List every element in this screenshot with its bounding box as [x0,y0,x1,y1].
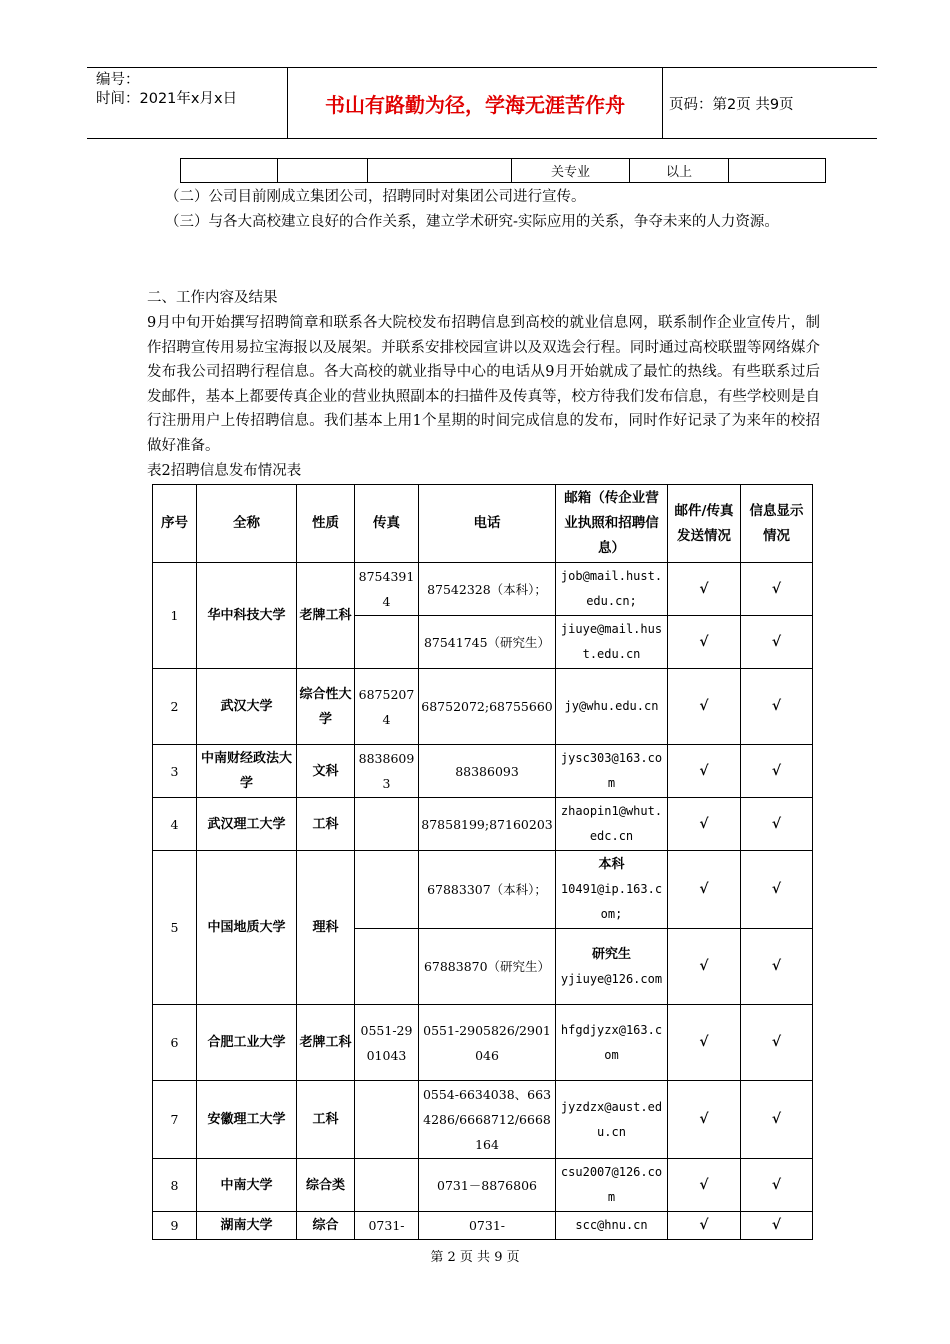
page-footer: 第 2 页 共 9 页 [430,1250,520,1265]
fax [355,798,419,851]
header-cell: 序号 [153,485,197,563]
table-row [153,1159,813,1212]
email: job@mail.hust.edu.cn; [556,563,668,616]
email: jiuye@mail.hust.edu.cn [556,616,668,669]
sent-status: √ [668,1212,741,1240]
school-name: 武汉大学 [197,669,297,745]
school-type: 综合类 [297,1159,355,1212]
table-caption: 表2招聘信息发布情况表 [147,463,302,479]
school-type: 综合性大学 [297,669,355,745]
email-label: 研究生 [591,946,631,962]
phone: 0551-2905826/2901046 [419,1005,556,1081]
row-number: 8 [153,1159,197,1212]
fax [355,1159,419,1212]
school-name: 中南大学 [197,1159,297,1212]
school-name: 中国地质大学 [197,851,297,1005]
table-row [153,669,813,745]
school-name: 合肥工业大学 [197,1005,297,1081]
body-paragraph: 9月中旬开始撰写招聘简章和联系各大院校发布招聘信息到高校的就业信息网，联系制作企业宣传片，制作招聘宣传用易拉宝海报以及展架。并联系安排校园宣讲以及双选会行程。同时通过高校联盟等网络媒介发布我公司招聘行程信息。各大高校的就业指导中心的电话从9月开始就成了最忙的热线。有些联系过后发邮件，基本上都要传真企业的营业执照副本的扫描件及传真等，校方待我们发布信息，有些学校则是自行注册用户上传招聘信息。我们基本上用1个星期的时间完成信息的发布，同时作好记录了为来年的校招做好准备。 [147,315,820,454]
shown-status: √ [741,929,813,1005]
table-row [153,563,813,616]
row-number: 5 [153,851,197,1005]
school-type: 文科 [297,745,355,798]
sent-status: √ [668,745,741,798]
row-number: 4 [153,798,197,851]
school-name: 湖南大学 [197,1212,297,1240]
school-type: 综合 [297,1212,355,1240]
phone: 87541745（研究生） [419,616,556,669]
header-cell: 传真 [355,485,419,563]
email: hfgdjyzx@163.com [556,1005,668,1081]
table-cell [368,159,512,183]
paragraph: （三）与各大高校建立良好的合作关系，建立学术研究-实际应用的关系，争夺未来的人力资源。 [165,214,779,230]
section-title: 二、工作内容及结果 [147,290,278,306]
phone: 67883307（本科）； [419,851,556,929]
table-row [181,159,826,183]
fax: 0731- [355,1212,419,1240]
email: jyzdzx@aust.edu.cn [556,1081,668,1159]
header-cell: 性质 [297,485,355,563]
phone: 0731- [419,1212,556,1240]
phone: 87858199;87160203 [419,798,556,851]
table-cell: 以上 [630,159,729,183]
phone: 67883870（研究生） [419,929,556,1005]
shown-status: √ [741,616,813,669]
previous-table-fragment [180,158,826,183]
header-page-number: 页码：第2页 共9页 [669,96,794,113]
table-cell [278,159,368,183]
header-cell: 邮件/传真发送情况 [668,485,741,563]
email: jysc303@163.com [556,745,668,798]
email: zhaopin1@whut.edc.cn [556,798,668,851]
email: 10491@ip.163.com; [560,882,663,921]
school-name: 华中科技大学 [197,563,297,669]
table-row [153,851,813,929]
fax [355,1081,419,1159]
header-cell: 全称 [197,485,297,563]
row-number: 3 [153,745,197,798]
table-header-row [153,485,813,563]
fax: 88386093 [355,745,419,798]
row-number: 7 [153,1081,197,1159]
email: yjiuye@126.com [560,971,663,986]
header-cell: 电话 [419,485,556,563]
header-left [96,71,286,109]
email-cell [556,929,668,1005]
shown-status: √ [741,563,813,616]
row-number: 2 [153,669,197,745]
email: csu2007@126.com [556,1159,668,1212]
email: jy@whu.edu.cn [556,669,668,745]
table-row [153,1081,813,1159]
sent-status: √ [668,669,741,745]
paragraph: （二）公司目前刚成立集团公司，招聘同时对集团公司进行宣传。 [165,189,586,205]
school-type: 老牌工科 [297,1005,355,1081]
sent-status: √ [668,1081,741,1159]
school-name: 武汉理工大学 [197,798,297,851]
doc-number: 编号： [96,72,140,88]
shown-status: √ [741,669,813,745]
sent-status: √ [668,929,741,1005]
row-number: 1 [153,563,197,669]
phone: 87542328（本科）； [419,563,556,616]
fax [355,929,419,1005]
school-name: 中南财经政法大学 [197,745,297,798]
table-row [153,798,813,851]
sent-status: √ [668,851,741,929]
header-cell: 信息显示情况 [741,485,813,563]
row-number: 6 [153,1005,197,1081]
page-header [87,67,877,139]
table-row [153,1005,813,1081]
phone: 68752072;68755660 [419,669,556,745]
shown-status: √ [741,1005,813,1081]
school-name: 安徽理工大学 [197,1081,297,1159]
sent-status: √ [668,1005,741,1081]
fax [355,616,419,669]
email: scc@hnu.cn [556,1212,668,1240]
sent-status: √ [668,1159,741,1212]
phone: 0554-6634038、6634286/6668712/6668164 [419,1081,556,1159]
table-row [153,1212,813,1240]
table-cell [729,159,826,183]
sent-status: √ [668,616,741,669]
table-cell: 关专业 [512,159,630,183]
shown-status: √ [741,1212,813,1240]
sent-status: √ [668,798,741,851]
school-type: 工科 [297,798,355,851]
shown-status: √ [741,798,813,851]
recruitment-info-table [152,484,813,1240]
header-cell: 邮箱（传企业营业执照和招聘信息） [556,485,668,563]
doc-time: 时间：2021年x月x日 [96,91,238,107]
school-type: 工科 [297,1081,355,1159]
shown-status: √ [741,1081,813,1159]
email-cell [556,851,668,929]
row-number: 9 [153,1212,197,1240]
shown-status: √ [741,1159,813,1212]
fax [355,851,419,929]
phone: 88386093 [419,745,556,798]
shown-status: √ [741,745,813,798]
email-label: 本科 [598,857,625,872]
fax: 87543914 [355,563,419,616]
table-cell [181,159,278,183]
fax: 68752074 [355,669,419,745]
phone: 0731－8876806 [419,1159,556,1212]
fax: 0551-2901043 [355,1005,419,1081]
shown-status: √ [741,851,813,929]
school-type: 理科 [297,851,355,1005]
sent-status: √ [668,563,741,616]
school-type: 老牌工科 [297,563,355,669]
table-row [153,745,813,798]
header-motto: 书山有路勤为径，学海无涯苦作舟 [287,68,663,138]
